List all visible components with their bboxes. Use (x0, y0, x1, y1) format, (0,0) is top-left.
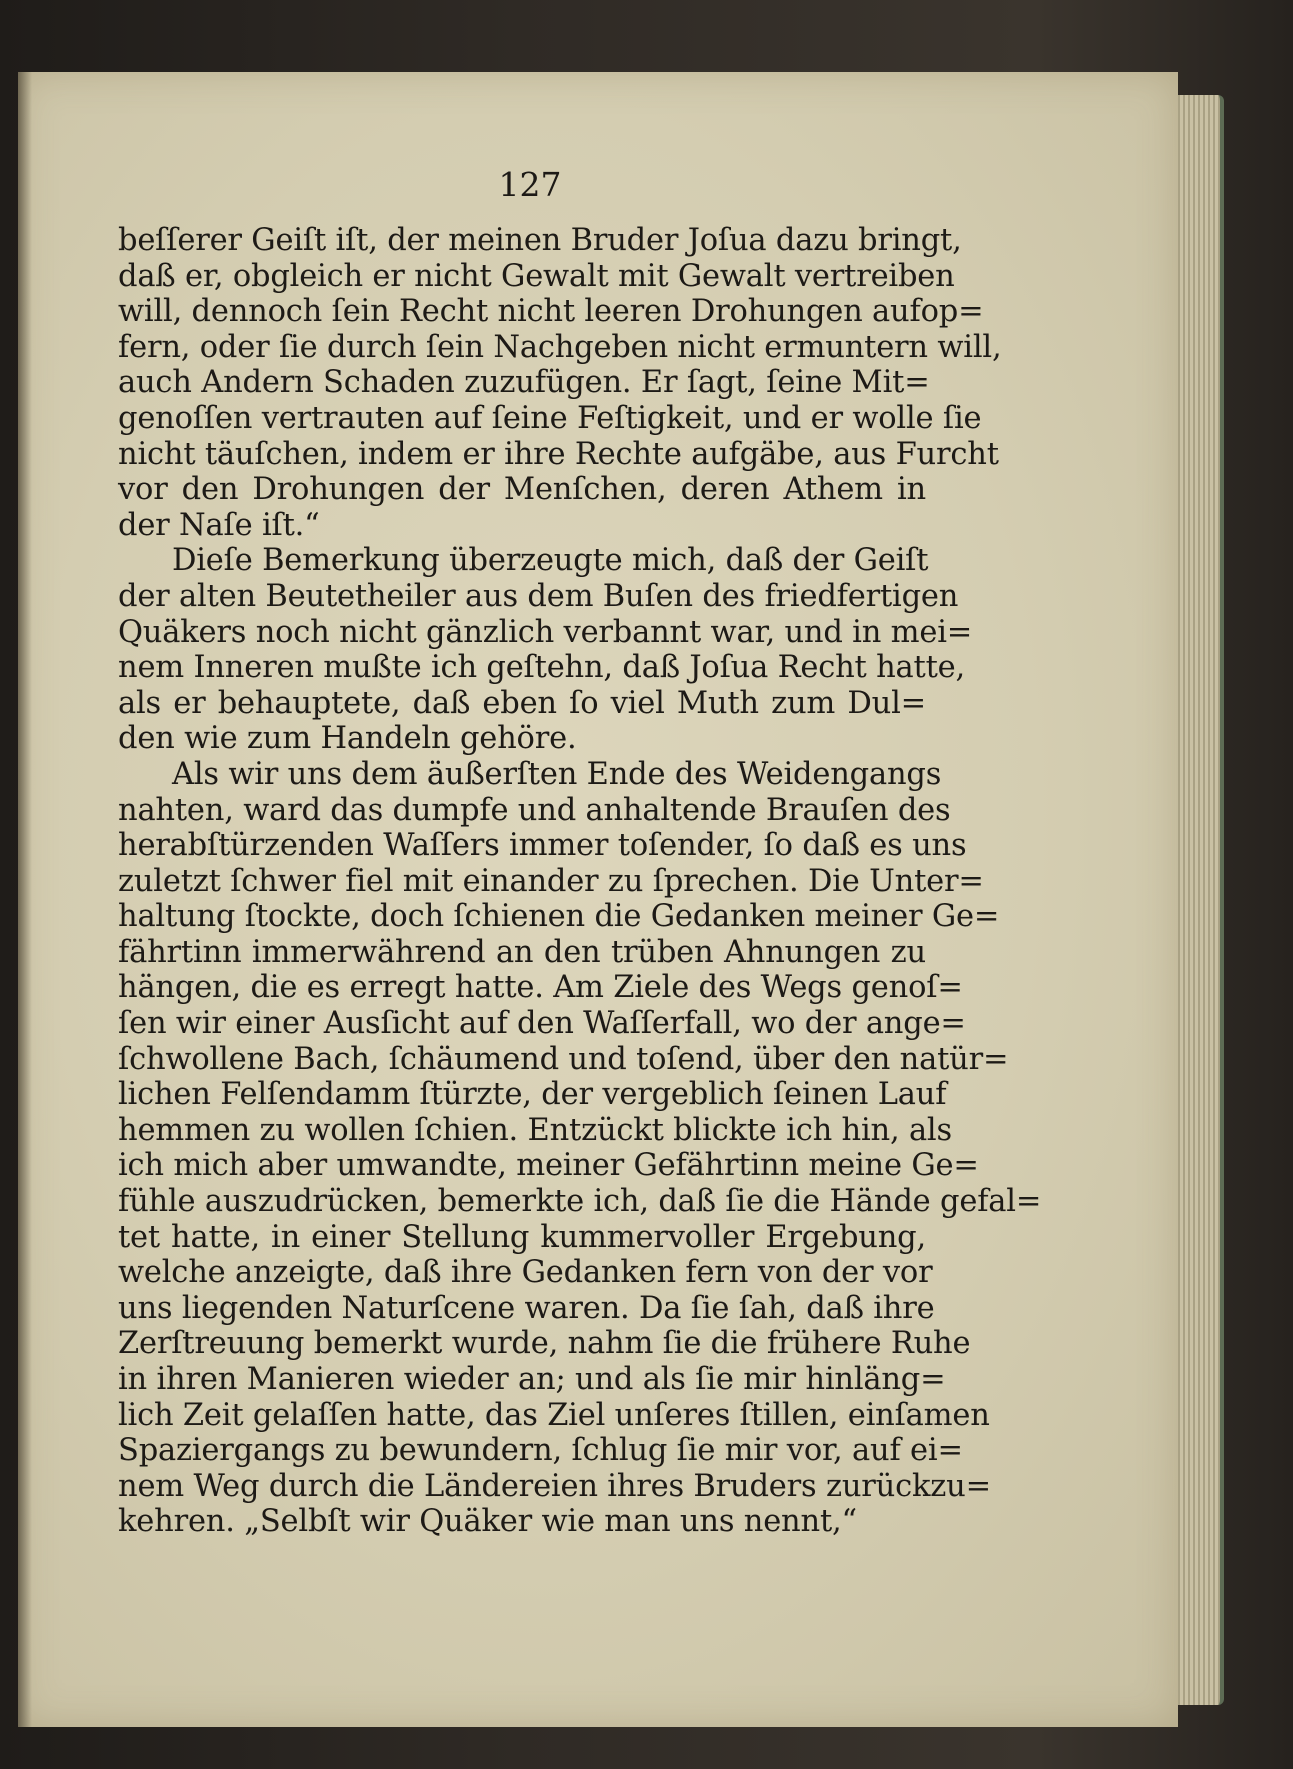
page-number: 127 (498, 165, 562, 204)
text-line: zuletzt ſchwer fiel mit einander zu ſprechen. Die Unter= (118, 863, 984, 899)
text-line: der alten Beutetheiler aus dem Buſen des friedfertigen (118, 578, 959, 614)
text-line: Zerſtreuung bemerkt wurde, nahm ſie die frühere Ruhe (118, 1326, 971, 1362)
body-text (118, 223, 1042, 1540)
text-line: lichen Felſendamm ſtürzte, der vergeblich ſeinen Lauf (118, 1077, 947, 1113)
text-line: fährtinn immerwährend an den trüben Ahnungen zu (118, 934, 926, 970)
text-line: als er behauptete, daß eben ſo viel Muth zum Dul= (118, 685, 926, 721)
text-line: hängen, die es erregt hatte. Am Ziele des Wegs genoſ= (118, 970, 963, 1006)
text-line: in ihren Manieren wieder an; und als ſie mir hinläng= (118, 1362, 946, 1397)
text-line: herabſtürzenden Waſſers immer toſender, ſo daß es uns (118, 828, 967, 864)
text-line: vor den Drohungen der Menſchen, deren Athem in (118, 472, 926, 508)
text-line: Spaziergangs zu bewundern, ſchlug ſie mir vor, auf ei= (118, 1433, 963, 1469)
text-line: genoſſen vertrauten auf ſeine Feſtigkeit, und er wolle ſie (118, 400, 982, 436)
text-line: kehren. „Selbſt wir Quäker wie man uns nennt,“ (118, 1504, 857, 1540)
text-line: hemmen zu wollen ſchien. Entzückt blickte ich hin, als (118, 1112, 952, 1148)
text-line: Dieſe Bemerkung überzeugte mich, daß der Geiſt (172, 543, 929, 579)
text-line: fühle auszudrücken, bemerkte ich, daß ſie die Hände gefal= (118, 1184, 1042, 1220)
text-line: daß er, obgleich er nicht Gewalt mit Gewalt vertreiben (118, 258, 955, 294)
text-line: den wie zum Handeln gehöre. (118, 721, 577, 757)
text-line: nem Inneren mußte ich geſtehn, daß Joſua Recht hatte, (118, 650, 965, 686)
text-line: Als wir uns dem äußerſten Ende des Weidengangs (172, 756, 942, 792)
text-line: nicht täuſchen, indem er ihre Rechte aufgäbe, aus Furcht (118, 436, 999, 472)
text-line: nem Weg durch die Ländereien ihres Bruders zurückzu= (118, 1468, 991, 1504)
text-line: welche anzeigte, daß ihre Gedanken fern von der vor (118, 1255, 933, 1291)
text-line: uns liegenden Naturſcene waren. Da ſie ſah, daß ihre (118, 1290, 935, 1326)
text-line: lich Zeit gelaſſen hatte, das Ziel unſeres ſtillen, einſamen (118, 1397, 990, 1433)
text-line: nahten, ward das dumpfe und anhaltende Brauſen des (118, 792, 951, 828)
text-line: auch Andern Schaden zuzufügen. Er ſagt, ſeine Mit= (118, 365, 930, 401)
text-line: ich mich aber umwandte, meiner Gefährtinn meine Ge= (118, 1148, 979, 1184)
text-line: will, dennoch ſein Recht nicht leeren Drohungen aufop= (118, 294, 984, 330)
text-line: ſchwollene Bach, ſchäumend und toſend, über den natür= (118, 1041, 1009, 1077)
text-line: haltung ſtockte, doch ſchienen die Gedanken meiner Ge= (118, 899, 1000, 935)
text-line: der Naſe iſt.“ (118, 507, 320, 543)
text-line: fern, oder ſie durch ſein Nachgeben nicht ermuntern will, (118, 329, 1002, 365)
text-line: tet hatte, in einer Stellung kummervoller Ergebung, (118, 1219, 926, 1255)
spine-shadow (18, 72, 32, 1727)
text-line: ſen wir einer Ausſicht auf den Waſſerfall, wo der ange= (118, 1006, 966, 1042)
text-line: beſſerer Geiſt iſt, der meinen Bruder Joſua dazu bringt, (118, 223, 962, 258)
text-line: Quäkers noch nicht gänzlich verbannt war, und in mei= (118, 614, 973, 650)
